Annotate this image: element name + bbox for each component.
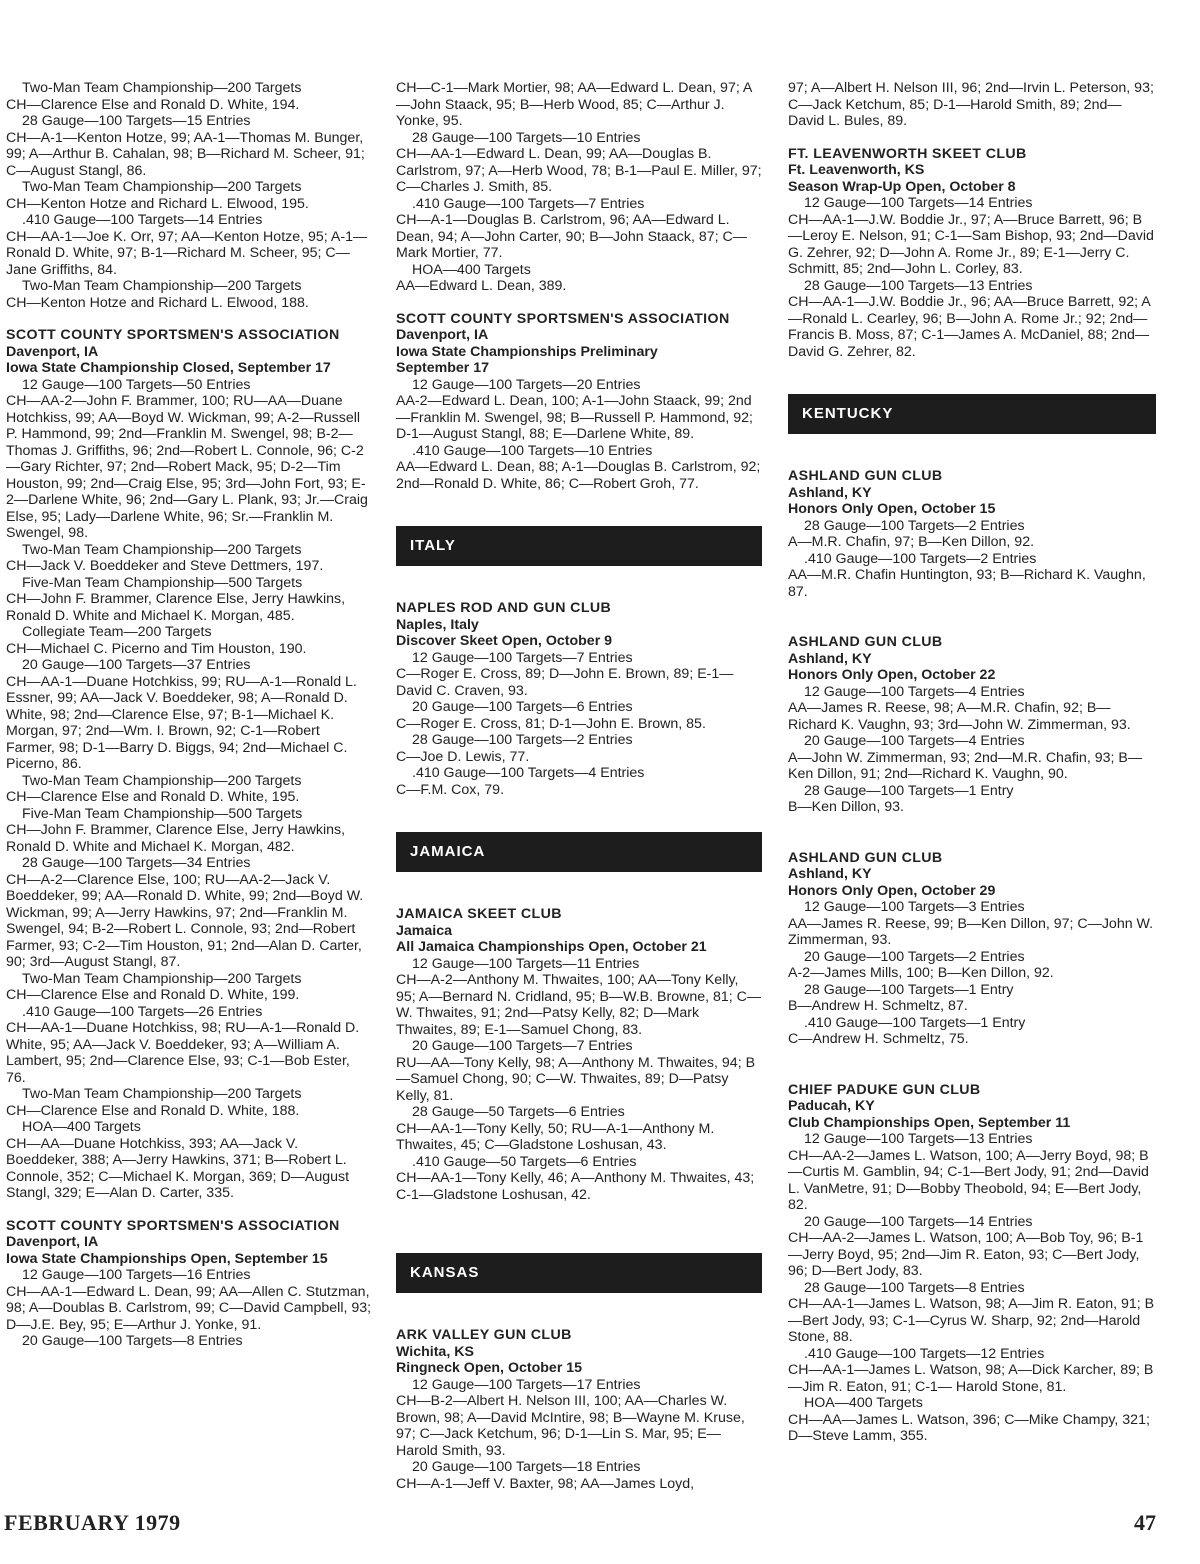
event-subheading: Five-Man Team Championship—500 Targets bbox=[22, 805, 303, 822]
club-name: ARK VALLEY GUN CLUB bbox=[396, 1327, 572, 1343]
result-line: C—Roger E. Cross, 81; D-1—John E. Brown, 85. bbox=[396, 715, 706, 732]
result-line: CH—AA-1—James L. Watson, 98; A—Dick Karcher, 89; B—Jim R. Eaton, 91; C-1— Harold Stone, 81. bbox=[788, 1362, 1154, 1395]
event-subheading: 12 Gauge—100 Targets—16 Entries bbox=[22, 1267, 251, 1283]
event-subheading: 20 Gauge—100 Targets—4 Entries bbox=[804, 733, 1025, 749]
event-subheading: 12 Gauge—100 Targets—11 Entries bbox=[412, 955, 640, 972]
event-subheading: .410 Gauge—100 Targets—14 Entries bbox=[22, 212, 263, 228]
event-subheading: Two-Man Team Championship—200 Targets bbox=[22, 541, 302, 558]
result-line: CH—AA-1—Edward L. Dean, 99; AA—Douglas B. Carlstrom, 97; A—Herb Wood, 78; B-1—Paul E. Miller, 97; C—Charles J. Smith, 85. bbox=[396, 146, 762, 195]
column-3 bbox=[788, 80, 1156, 1445]
column-2 bbox=[396, 80, 762, 1492]
event-heading: Ashland, KY bbox=[788, 650, 872, 667]
result-line: AA—M.R. Chafin Huntington, 93; B—Richard K. Vaughn, 87. bbox=[788, 567, 1146, 600]
event-subheading: 28 Gauge—100 Targets—2 Entries bbox=[804, 517, 1025, 534]
event-heading: Davenport, IA bbox=[396, 327, 489, 343]
spacer bbox=[396, 798, 762, 832]
event-subheading: 28 Gauge—100 Targets—13 Entries bbox=[804, 277, 1033, 294]
result-line: CH—C-1—Mark Mortier, 98; AA—Edward L. Dean, 97; A—John Staack, 95; B—Herb Wood, 85; C—Arthur J. Yonke, 95. bbox=[396, 80, 753, 129]
spacer bbox=[788, 816, 1156, 850]
result-line: B—Andrew H. Schmeltz, 87. bbox=[788, 998, 968, 1014]
result-line: 97; A—Albert H. Nelson III, 96; 2nd—Irvin L. Peterson, 93; C—Jack Ketchum, 85; D-1—Harold Smith, 89; 2nd—David L. Bules, 89. bbox=[788, 80, 1154, 129]
result-line: AA-2—Edward L. Dean, 100; A-1—John Staack, 99; 2nd—Franklin M. Swengel, 98; B—Russell P. Hammond, 92; D-1—August Stangl, 88; E—Darlene White, 89. bbox=[396, 393, 753, 442]
result-line: CH—AA-1—Edward L. Dean, 99; AA—Allen C. Stutzman, 98; A—Doublas B. Carlstrom, 99; C—David Campbell, 93; D—J.E. Bey, 95; E—Arthur J. Yonke, 91. bbox=[6, 1283, 372, 1333]
result-line: CH—AA-1—Duane Hotchkiss, 98; RU—A-1—Ronald D. White, 95; AA—Jack V. Boeddeker, 93; A—William A. Lambert, 95; 2nd—Clarence Else, 93; C-1—Bob Ester, 76. bbox=[6, 1020, 360, 1086]
result-line: C—F.M. Cox, 79. bbox=[396, 781, 505, 798]
event-heading: Paducah, KY bbox=[788, 1098, 875, 1114]
result-line: CH—AA-1—Duane Hotchkiss, 99; RU—A-1—Ronald L. Essner, 99; AA—Jack V. Boeddeker, 98; A—Ronald D. White, 98; 2nd—Clarence Else, 97; B-1—Michael K. Morgan, 97; 2nd—Wm. I. Brown, 92; C-1—Robert Farmer, 98; D-1—Barry D. Biggs, 94; 2nd—Michael C. Picerno, 86. bbox=[6, 673, 357, 772]
event-heading: Club Championships Open, September 11 bbox=[788, 1114, 1071, 1131]
event-heading: Davenport, IA bbox=[6, 343, 99, 360]
result-line: CH—AA—Duane Hotchkiss, 393; AA—Jack V. Boeddeker, 388; A—Jerry Hawkins, 371; B—Robert L. Connole, 352; C—Michael K. Morgan, 369; D—August Stangl, 329; E—Alan D. Carter, 335. bbox=[6, 1135, 350, 1201]
event-subheading: 28 Gauge—100 Targets—1 Entry bbox=[804, 782, 1014, 799]
result-line: CH—A-1—Kenton Hotze, 99; AA-1—Thomas M. Bunger, 99; A—Arthur B. Cahalan, 98; B—Richard M. Scheer, 91; C—August Stangl, 86. bbox=[6, 129, 365, 179]
result-line: CH—AA—James L. Watson, 396; C—Mike Champy, 321; D—Steve Lamm, 355. bbox=[788, 1411, 1150, 1444]
column-1 bbox=[6, 80, 372, 1350]
result-line: CH—AA-1—J.W. Boddie Jr., 97; A—Bruce Barrett, 96; B—Leroy E. Nelson, 91; C-1—Sam Bishop, 93; 2nd—David G. Zehrer, 92; D—John A. Rome Jr., 89; E-1—Jerry C. Schmitt, 85; 2nd—John L. Corley, 83. bbox=[788, 211, 1154, 277]
event-subheading: 12 Gauge—100 Targets—14 Entries bbox=[804, 195, 1033, 211]
result-line: RU—AA—Tony Kelly, 98; A—Anthony M. Thwaites, 94; B—Samuel Chong, 90; C—W. Thwaites, 89; D—Patsy Kelly, 81. bbox=[396, 1054, 756, 1104]
event-subheading: 28 Gauge—50 Targets—6 Entries bbox=[412, 1104, 625, 1120]
event-subheading: 28 Gauge—100 Targets—34 Entries bbox=[22, 855, 251, 871]
event-subheading: 20 Gauge—100 Targets—7 Entries bbox=[412, 1038, 633, 1054]
event-subheading: 28 Gauge—100 Targets—10 Entries bbox=[412, 129, 641, 146]
result-line: AA—Edward L. Dean, 389. bbox=[396, 278, 567, 294]
result-line: B—Ken Dillon, 93. bbox=[788, 799, 904, 815]
result-line: CH—AA-1—Joe K. Orr, 97; AA—Kenton Hotze, 95; A-1—Ronald D. White, 97; B-1—Richard M. Scheer, 95; C—Jane Griffiths, 84. bbox=[6, 228, 368, 278]
result-line: A—M.R. Chafin, 97; B—Ken Dillon, 92. bbox=[788, 534, 1035, 550]
event-subheading: .410 Gauge—100 Targets—4 Entries bbox=[412, 765, 645, 781]
result-line: CH—AA-2—James L. Watson, 100; A—Jerry Boyd, 98; B—Curtis M. Gamblin, 94; C-1—Bert Jody, 91; 2nd—David L. VanMetre, 91; D—Bobby Theobold, 94; E—Bert Jody, 82. bbox=[788, 1147, 1149, 1213]
result-line: CH—AA-1—Tony Kelly, 46; A—Anthony M. Thwaites, 43; C-1—Gladstone Loshusan, 42. bbox=[396, 1170, 755, 1203]
event-subheading: 20 Gauge—100 Targets—2 Entries bbox=[804, 948, 1025, 965]
result-line: CH—Michael C. Picerno and Tim Houston, 190. bbox=[6, 640, 307, 657]
event-heading: Davenport, IA bbox=[6, 1234, 99, 1250]
event-subheading: 12 Gauge—100 Targets—13 Entries bbox=[804, 1131, 1033, 1147]
result-line: AA—James R. Reese, 98; A—M.R. Chafin, 92; B—Richard K. Vaughn, 93; 3rd—John W. Zimmerman, 93. bbox=[788, 700, 1131, 733]
event-heading: Honors Only Open, October 15 bbox=[788, 501, 996, 517]
club-name: ASHLAND GUN CLUB bbox=[788, 634, 943, 650]
event-subheading: 28 Gauge—100 Targets—8 Entries bbox=[804, 1279, 1025, 1296]
event-heading: September 17 bbox=[396, 360, 490, 376]
club-name: CHIEF PADUKE GUN CLUB bbox=[788, 1081, 981, 1098]
result-line: A-2—James Mills, 100; B—Ken Dillon, 92. bbox=[788, 965, 1054, 981]
event-subheading: HOA—400 Targets bbox=[22, 1119, 141, 1135]
result-line: CH—John F. Brammer, Clarence Else, Jerry Hawkins, Ronald D. White and Michael K. Morgan, 485. bbox=[6, 591, 346, 624]
event-subheading: Two-Man Team Championship—200 Targets bbox=[22, 179, 302, 195]
result-line: CH—A-2—Clarence Else, 100; RU—AA-2—Jack V. Boeddeker, 99; AA—Ronald D. White, 99; 2nd—Boyd W. Wickman, 99; A—Jerry Hawkins, 97; 2nd—Franklin M. Swengel, 94; B-2—Robert L. Connole, 93; 2nd—Robert Farmer, 93; C-2—Tim Houston, 91; 2nd—Alan D. Carter, 90; 3rd—August Stangl, 87. bbox=[6, 871, 364, 970]
event-subheading: 28 Gauge—100 Targets—1 Entry bbox=[804, 981, 1014, 998]
result-line: AA—Edward L. Dean, 88; A-1—Douglas B. Carlstrom, 92; 2nd—Ronald D. White, 86; C—Robert Groh, 77. bbox=[396, 459, 761, 492]
result-line: CH—Clarence Else and Ronald D. White, 188. bbox=[6, 1102, 300, 1119]
event-subheading: Five-Man Team Championship—500 Targets bbox=[22, 574, 303, 591]
event-heading: All Jamaica Championships Open, October 21 bbox=[396, 939, 707, 955]
event-heading: Jamaica bbox=[396, 922, 453, 939]
event-heading: Season Wrap-Up Open, October 8 bbox=[788, 178, 1016, 195]
result-line: AA—James R. Reese, 99; B—Ken Dillon, 97; C—John W. Zimmerman, 93. bbox=[788, 915, 1154, 948]
event-heading: Discover Skeet Open, October 9 bbox=[396, 633, 613, 649]
spacer bbox=[396, 1203, 762, 1237]
result-line: CH—Jack V. Boeddeker and Steve Dettmers, 197. bbox=[6, 558, 324, 574]
event-heading: Iowa State Championships Preliminary bbox=[396, 343, 658, 360]
event-subheading: 20 Gauge—100 Targets—8 Entries bbox=[22, 1333, 243, 1349]
event-subheading: Two-Man Team Championship—200 Targets bbox=[22, 1086, 302, 1102]
event-heading: Ashland, KY bbox=[788, 866, 872, 882]
event-subheading: 12 Gauge—100 Targets—20 Entries bbox=[412, 376, 641, 393]
event-heading: Iowa State Championships Open, September 15 bbox=[6, 1250, 328, 1267]
result-line: C—Joe D. Lewis, 77. bbox=[396, 748, 530, 765]
event-heading: Ft. Leavenworth, KS bbox=[788, 162, 925, 178]
event-subheading: .410 Gauge—100 Targets—1 Entry bbox=[804, 1014, 1026, 1031]
club-name: SCOTT COUNTY SPORTSMEN'S ASSOCIATION bbox=[6, 1217, 340, 1234]
event-subheading: HOA—400 Targets bbox=[804, 1395, 923, 1411]
event-heading: Honors Only Open, October 29 bbox=[788, 882, 996, 899]
event-subheading: Two-Man Team Championship—200 Targets bbox=[22, 278, 302, 294]
event-subheading: 12 Gauge—100 Targets—7 Entries bbox=[412, 649, 633, 666]
event-heading: Ringneck Open, October 15 bbox=[396, 1360, 583, 1376]
result-line: CH—A-1—Jeff V. Baxter, 98; AA—James Loyd, bbox=[396, 1475, 695, 1492]
event-subheading: .410 Gauge—50 Targets—6 Entries bbox=[412, 1153, 637, 1170]
result-line: CH—A-1—Douglas B. Carlstrom, 96; AA—Edward L. Dean, 94; A—John Carter, 90; B—John Staack, 87; C—Mark Mortier, 77. bbox=[396, 212, 747, 261]
spacer bbox=[788, 130, 1156, 146]
spacer bbox=[788, 360, 1156, 394]
spacer bbox=[396, 1293, 762, 1327]
club-name: SCOTT COUNTY SPORTSMEN'S ASSOCIATION bbox=[396, 310, 730, 327]
event-heading: Wichita, KS bbox=[396, 1343, 474, 1360]
section-banner: ITALY bbox=[396, 526, 762, 566]
section-banner: KENTUCKY bbox=[788, 394, 1156, 434]
event-subheading: 12 Gauge—100 Targets—17 Entries bbox=[412, 1376, 641, 1393]
club-name: ASHLAND GUN CLUB bbox=[788, 849, 943, 866]
event-subheading: .410 Gauge—100 Targets—7 Entries bbox=[412, 195, 645, 212]
spacer bbox=[396, 566, 762, 600]
event-subheading: HOA—400 Targets bbox=[412, 261, 531, 278]
spacer bbox=[396, 295, 762, 311]
event-subheading: 20 Gauge—100 Targets—6 Entries bbox=[412, 699, 633, 715]
event-subheading: Two-Man Team Championship—200 Targets bbox=[22, 772, 302, 789]
event-subheading: 20 Gauge—100 Targets—14 Entries bbox=[804, 1213, 1033, 1230]
spacer bbox=[396, 1237, 762, 1253]
event-subheading: Collegiate Team—200 Targets bbox=[22, 624, 212, 640]
spacer bbox=[396, 872, 762, 906]
event-subheading: Two-Man Team Championship—200 Targets bbox=[22, 970, 302, 987]
event-subheading: .410 Gauge—100 Targets—2 Entries bbox=[804, 550, 1037, 567]
spacer bbox=[396, 492, 762, 526]
result-line: CH—B-2—Albert H. Nelson III, 100; AA—Charles W. Brown, 98; A—David McIntire, 98; B—Wayne M. Kruse, 97; C—Jack Ketchum, 96; D-1—Lin S. Mar, 95; E—Harold Smith, 93. bbox=[396, 1393, 745, 1459]
club-name: ASHLAND GUN CLUB bbox=[788, 468, 943, 484]
section-banner: KANSAS bbox=[396, 1253, 762, 1293]
event-subheading: 20 Gauge—100 Targets—37 Entries bbox=[22, 657, 251, 673]
result-line: C—Roger E. Cross, 89; D—John E. Brown, 89; E-1—David C. Craven, 93. bbox=[396, 666, 734, 699]
event-subheading: .410 Gauge—100 Targets—10 Entries bbox=[412, 442, 653, 459]
club-name: SCOTT COUNTY SPORTSMEN'S ASSOCIATION bbox=[6, 327, 340, 343]
result-line: CH—AA-1—Tony Kelly, 50; RU—A-1—Anthony M. Thwaites, 45; C—Gladstone Loshusan, 43. bbox=[396, 1120, 715, 1153]
spacer bbox=[788, 434, 1156, 468]
result-line: CH—Clarence Else and Ronald D. White, 195. bbox=[6, 789, 300, 805]
spacer bbox=[6, 1202, 372, 1218]
result-line: C—Andrew H. Schmeltz, 75. bbox=[788, 1031, 969, 1047]
result-line: CH—AA-1—J.W. Boddie Jr., 96; AA—Bruce Barrett, 92; A—Ronald L. Cearley, 96; B—John A. Rome Jr.; 92; 2nd—Francis B. Moss, 87; C-1—James A. McDaniel, 88; 2nd—David G. Zehrer, 82. bbox=[788, 294, 1151, 360]
result-line: CH—AA-1—James L. Watson, 98; A—Jim R. Eaton, 91; B—Bert Jody, 93; C-1—Cyrus W. Sharp, 92; 2nd—Harold Stone, 88. bbox=[788, 1296, 1155, 1345]
event-subheading: 28 Gauge—100 Targets—2 Entries bbox=[412, 732, 633, 748]
event-heading: Naples, Italy bbox=[396, 616, 479, 633]
event-subheading: Two-Man Team Championship—200 Targets bbox=[22, 80, 302, 96]
result-line: CH—John F. Brammer, Clarence Else, Jerry Hawkins, Ronald D. White and Michael K. Morgan, 482. bbox=[6, 822, 346, 855]
event-subheading: 28 Gauge—100 Targets—15 Entries bbox=[22, 113, 251, 129]
spacer bbox=[788, 1048, 1156, 1082]
event-subheading: .410 Gauge—100 Targets—12 Entries bbox=[804, 1345, 1045, 1362]
event-heading: Honors Only Open, October 22 bbox=[788, 667, 996, 683]
event-subheading: .410 Gauge—100 Targets—26 Entries bbox=[22, 1003, 263, 1020]
result-line: CH—Clarence Else and Ronald D. White, 194. bbox=[6, 96, 300, 113]
result-line: A—John W. Zimmerman, 93; 2nd—M.R. Chafin, 93; B—Ken Dillon, 91; 2nd—Richard K. Vaughn, 90. bbox=[788, 749, 1143, 782]
result-line: CH—Kenton Hotze and Richard L. Elwood, 188. bbox=[6, 294, 309, 311]
result-line: CH—A-2—Anthony M. Thwaites, 100; AA—Tony Kelly, 95; A—Bernard N. Cridland, 95; B—W.B. Browne, 81; C—W. Thwaites, 91; 2nd—Patsy Kelly, 82; D—Mark Thwaites, 89; E-1—Samuel Chong, 83. bbox=[396, 972, 762, 1038]
result-line: CH—Clarence Else and Ronald D. White, 199. bbox=[6, 987, 300, 1003]
issue-date: FEBRUARY 1979 bbox=[4, 1510, 181, 1535]
event-subheading: 12 Gauge—100 Targets—3 Entries bbox=[804, 899, 1025, 915]
event-subheading: 12 Gauge—100 Targets—50 Entries bbox=[22, 376, 251, 393]
result-line: CH—Kenton Hotze and Richard L. Elwood, 195. bbox=[6, 195, 309, 212]
result-line: CH—AA-2—James L. Watson, 100; A—Bob Toy, 96; B-1—Jerry Boyd, 95; 2nd—Jim R. Eaton, 93; C—Bert Jody, 96; D—Bert Jody, 83. bbox=[788, 1230, 1144, 1279]
event-heading: Iowa State Championship Closed, September 17 bbox=[6, 360, 331, 376]
event-subheading: 20 Gauge—100 Targets—18 Entries bbox=[412, 1459, 641, 1475]
club-name: FT. LEAVENWORTH SKEET CLUB bbox=[788, 145, 1027, 162]
club-name: NAPLES ROD AND GUN CLUB bbox=[396, 600, 612, 616]
club-name: JAMAICA SKEET CLUB bbox=[396, 906, 562, 922]
result-line: CH—AA-2—John F. Brammer, 100; RU—AA—Duane Hotchkiss, 99; AA—Boyd W. Wickman, 99; A-2—Russell P. Hammond, 99; 2nd—Franklin M. Swengel, 98; B-2—Thomas J. Griffiths, 96; 2nd—Robert L. Connole, 96; C-2—Gary Richter, 97; 2nd—Robert Mack, 95; D-2—Tim Houston, 99; 2nd—Craig Else, 95; 3rd—John Fort, 93; E-2—Darlene White, 96; 2nd—Gary L. Plank, 93; Jr.—Craig Else, 95; Lady—Darlene White, 96; Sr.—Franklin M. Swengel, 98. bbox=[6, 393, 368, 541]
section-banner: JAMAICA bbox=[396, 832, 762, 872]
event-subheading: 12 Gauge—100 Targets—4 Entries bbox=[804, 683, 1025, 700]
spacer bbox=[6, 311, 372, 327]
event-heading: Ashland, KY bbox=[788, 484, 872, 501]
page-number: 47 bbox=[1134, 1510, 1156, 1535]
spacer bbox=[788, 600, 1156, 634]
